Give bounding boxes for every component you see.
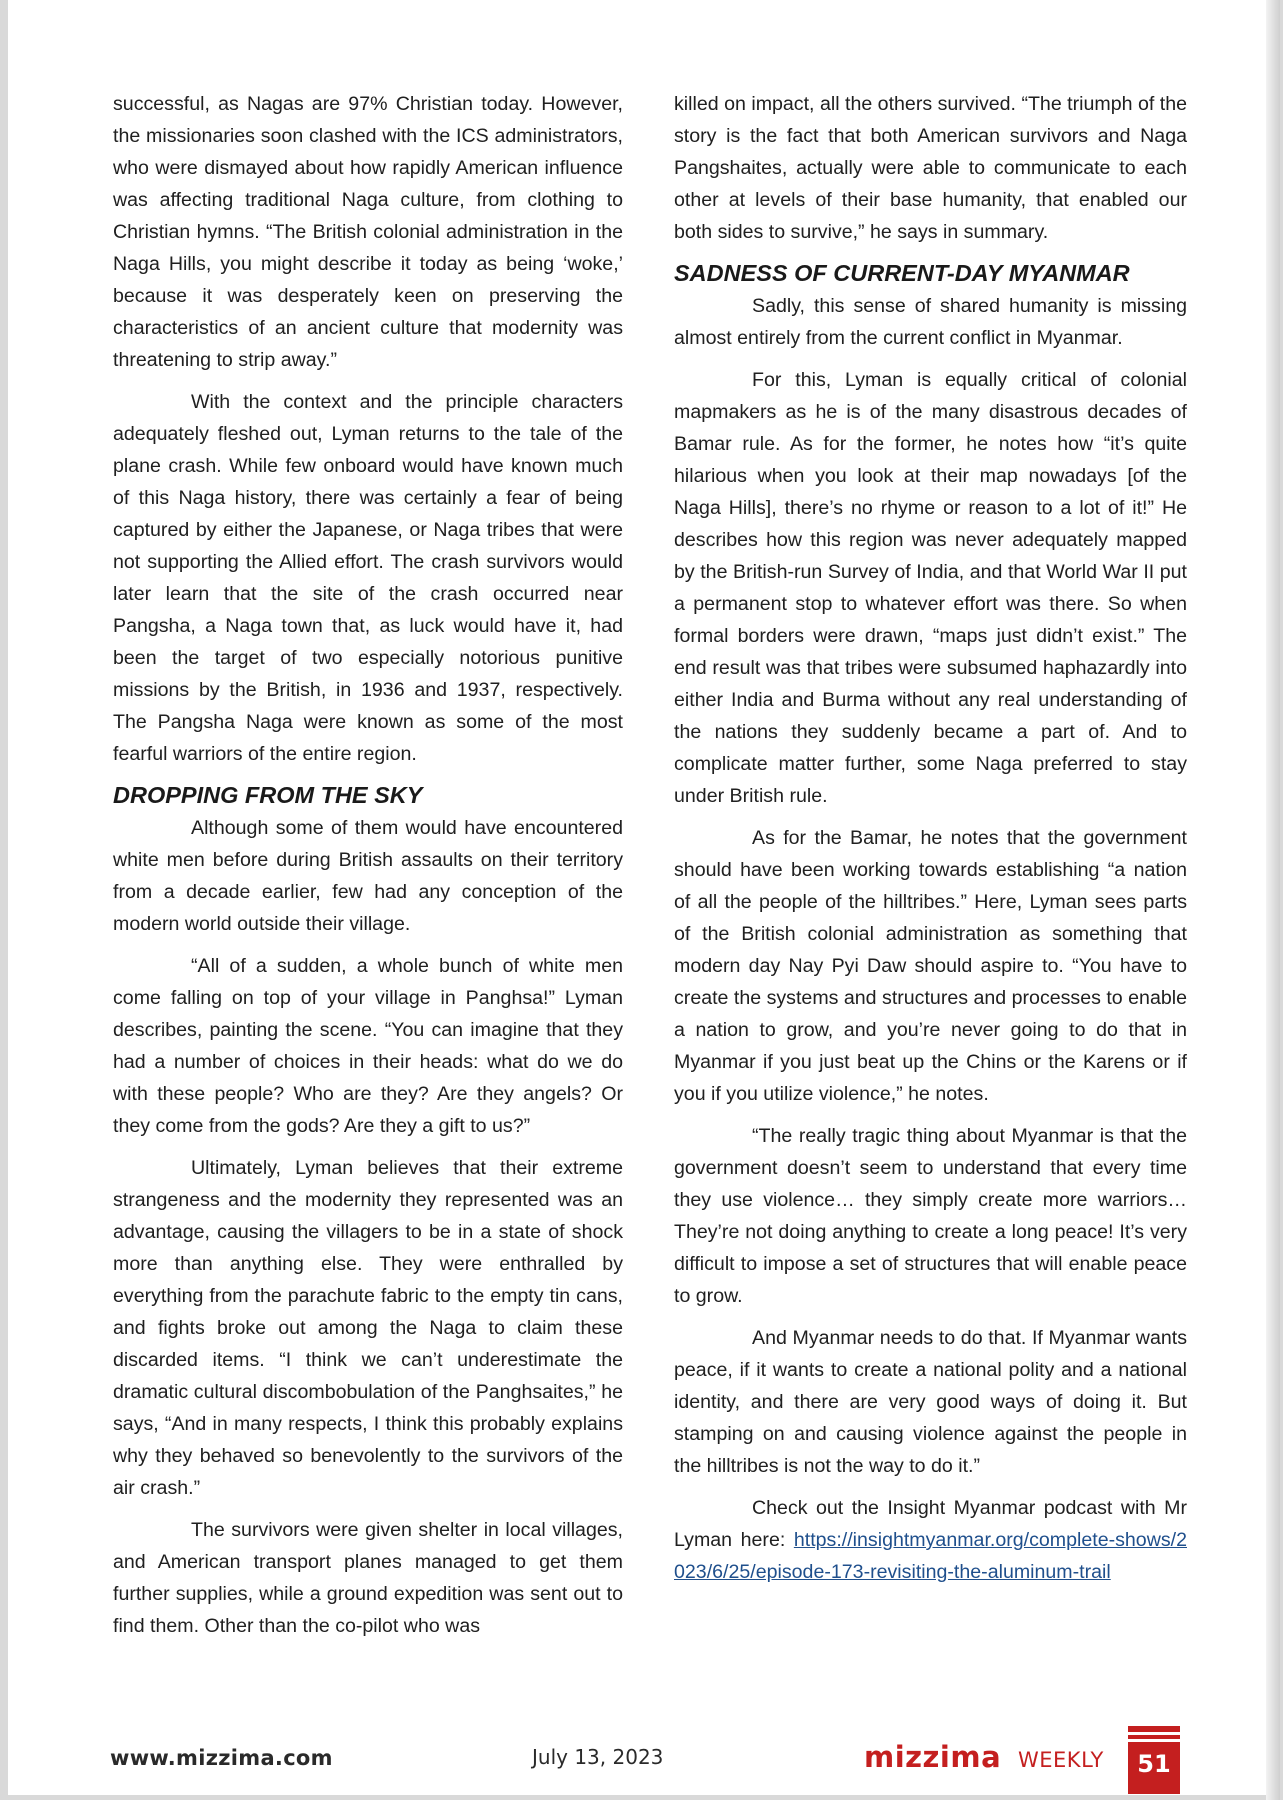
page-edge xyxy=(1266,0,1280,1800)
section-heading: DROPPING FROM THE SKY xyxy=(113,782,423,808)
podcast-link[interactable]: https://insightmyanmar.org/complete-shows/2023/6/25/episode-173-revisiting-the-aluminum-trail xyxy=(674,1529,1187,1583)
body-paragraph: successful, as Nagas are 97% Christian today. However, the missionaries soon clashed with the ICS administrators, who were dismayed about how rapidly American influence was affecting traditional Naga culture, from clothing to Christian hymns. “The British colonial administration in the Naga Hills, you might describe it today as being ‘woke,’ because it was desperately keen on preserving the characteristics of an ancient culture that modernity was threatening to strip away.” xyxy=(113,93,623,371)
page-number-stripe xyxy=(1128,1732,1180,1735)
body-paragraph: “All of a sudden, a whole bunch of white men come falling on top of your village in Panghsa!” Lyman describes, painting the scene. “You can imagine that they had a number of choices in their heads: what do we do with these people? Who are they? Are they angels? Or they come from the gods? Are they a gift to us?” xyxy=(113,955,623,1137)
brand-logo: mizzima xyxy=(864,1740,1002,1774)
page-number-box xyxy=(1128,1726,1180,1794)
page-number: 51 xyxy=(1137,1750,1171,1778)
closing-paragraph xyxy=(674,1492,1187,1588)
page-footer xyxy=(8,1732,1278,1792)
body-paragraph: Sadly, this sense of shared humanity is missing almost entirely from the current conflict in Myanmar. xyxy=(674,295,1187,349)
body-paragraph: For this, Lyman is equally critical of colonial mapmakers as he is of the many disastrous decades of Bamar rule. As for the former, he notes how “it’s quite hilarious when you look at their map nowadays [of the Naga Hills], there’s no rhyme or reason to a lot of it!” He describes how this region was never adequately mapped by the British-run Survey of India, and that World War II put a permanent stop to whatever effort was there. So when formal borders were drawn, “maps just didn’t exist.” The end result was that tribes were subsumed haphazardly into either India and Burma without any real understanding of the nations they suddenly became a part of. And to complicate matter further, some Naga preferred to stay under British rule. xyxy=(674,369,1187,807)
closing-text: Check out the Insight Myanmar podcast with Mr Lyman here: xyxy=(674,1497,1187,1551)
footer-date: July 13, 2023 xyxy=(532,1745,664,1769)
body-paragraph: And Myanmar needs to do that. If Myanmar wants peace, if it wants to create a national polity and a national identity, and there are very good ways of doing it. But stamping on and causing violence against the people in the hilltribes is not the way to do it.” xyxy=(674,1327,1187,1477)
page-number-stripe xyxy=(1128,1739,1180,1742)
magazine-page xyxy=(8,0,1278,1795)
body-paragraph: Ultimately, Lyman believes that their extreme strangeness and the modernity they represented was an advantage, causing the villagers to be in a state of shock more than anything else. They were enthralled by everything from the parachute fabric to the empty tin cans, and fights broke out among the Naga to claim these discarded items. “I think we can’t underestimate the dramatic cultural discombobulation of the Panghsaites,” he says, “And in many respects, I think this probably explains why they behaved so benevolently to the survivors of the air crash.” xyxy=(113,1157,623,1499)
footer-website: www.mizzima.com xyxy=(110,1746,333,1770)
body-paragraph: Although some of them would have encountered white men before during British assaults on their territory from a decade earlier, few had any conception of the modern world outside their village. xyxy=(113,817,623,935)
body-paragraph: As for the Bamar, he notes that the government should have been working towards establishing “a nation of all the people of the hilltribes.” Here, Lyman sees parts of the British colonial administration as something that modern day Nay Pyi Daw should aspire to. “You have to create the systems and structures and processes to enable a nation to grow, and you’re never going to do that in Myanmar if you just beat up the Chins or the Karens or if you if you utilize violence,” he notes. xyxy=(674,827,1187,1105)
body-paragraph: “The really tragic thing about Myanmar is that the government doesn’t seem to understand that every time they use violence… they simply create more warriors… They’re not doing anything to create a long peace! It’s very difficult to impose a set of structures that will enable peace to grow. xyxy=(674,1125,1187,1307)
brand-weekly: WEEKLY xyxy=(1018,1748,1104,1772)
section-heading: SADNESS OF CURRENT-DAY MYANMAR xyxy=(674,260,1130,286)
left-column xyxy=(113,88,623,1652)
body-paragraph: The survivors were given shelter in local villages, and American transport planes managed to get them further supplies, while a ground expedition was sent out to find them. Other than the co-pilot who was xyxy=(113,1519,623,1637)
body-paragraph: killed on impact, all the others survived. “The triumph of the story is the fact that both American survivors and Naga Pangshaites, actually were able to communicate to each other at levels of their base humanity, that enabled our both sides to survive,” he says in summary. xyxy=(674,93,1187,243)
right-column xyxy=(674,88,1187,1598)
body-paragraph: With the context and the principle characters adequately fleshed out, Lyman returns to the tale of the plane crash. While few onboard would have known much of this Naga history, there was certainly a fear of being captured by either the Japanese, or Naga tribes that were not supporting the Allied effort. The crash survivors would later learn that the site of the crash occurred near Pangsha, a Naga town that, as luck would have it, had been the target of two especially notorious punitive missions by the British, in 1936 and 1937, respectively. The Pangsha Naga were known as some of the most fearful warriors of the entire region. xyxy=(113,391,623,765)
right-column-body xyxy=(674,88,1187,1482)
